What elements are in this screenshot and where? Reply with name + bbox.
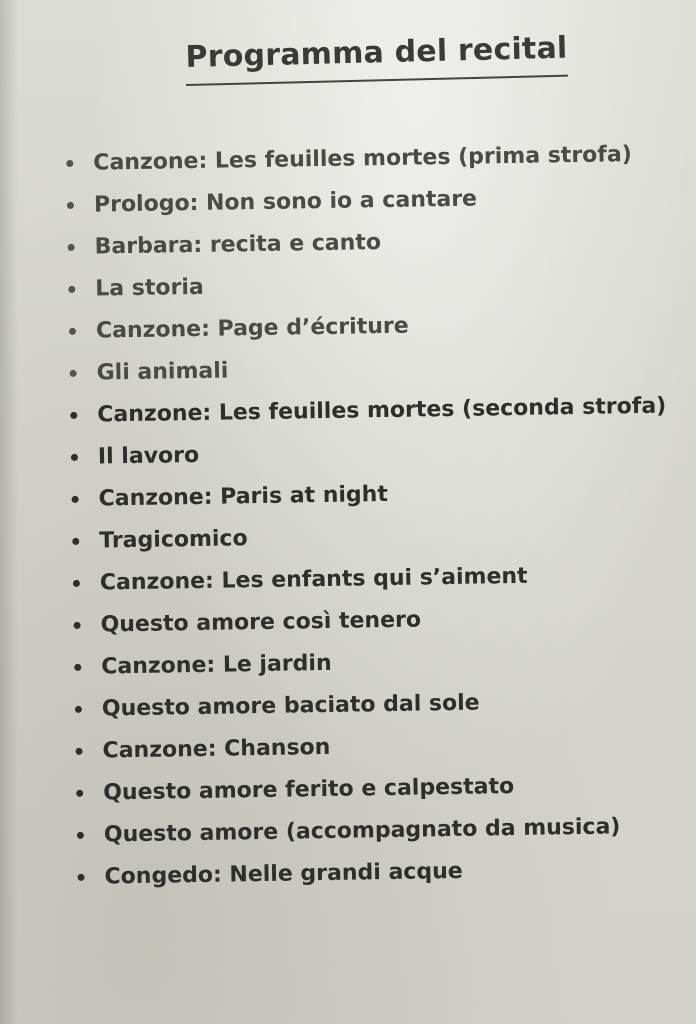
program-item-18 [77, 846, 688, 898]
program-item-text: Canzone: Les feuilles mortes (prima strofa) [93, 141, 632, 176]
bullet-icon [74, 621, 81, 628]
bullet-icon [68, 285, 75, 292]
program-item-text: Questo amore ferito e calpestato [103, 773, 515, 805]
bullet-icon [77, 831, 84, 838]
bullet-icon [70, 411, 77, 418]
program-item-text: Questo amore (accompagnato da musica) [103, 813, 621, 847]
program-item-text: Canzone: Le jardin [101, 650, 332, 680]
program-item-text: Canzone: Chanson [102, 734, 331, 763]
bullet-icon [67, 201, 74, 208]
program-item-text: Questo amore così tenero [100, 606, 422, 638]
program-item-text: Congedo: Nelle grandi acque [104, 858, 463, 889]
title-block [185, 30, 570, 75]
bullet-icon [68, 243, 75, 250]
program-item-text: Canzone: Les enfants qui s’aiment [99, 563, 528, 596]
edge-shadow [0, 0, 18, 1024]
bullet-icon [70, 369, 77, 376]
bullet-icon [75, 705, 82, 712]
bullet-icon [74, 663, 81, 670]
program-item-text: Prologo: Non sono io a cantare [93, 186, 478, 218]
program-item-text: Canzone: Paris at night [98, 481, 389, 512]
program-item-text: Tragicomico [99, 525, 248, 554]
bullet-icon [77, 873, 84, 880]
bullet-icon [76, 747, 83, 754]
title-underline [186, 75, 568, 86]
program-item-text: Canzone: Les feuilles mortes (seconda strofa) [97, 393, 667, 428]
bullet-icon [72, 537, 79, 544]
program-item-text: Il lavoro [97, 442, 200, 470]
bullet-icon [73, 579, 80, 586]
program-item-text: La storia [95, 274, 204, 302]
bullet-icon [71, 453, 78, 460]
bullet-icon [66, 159, 73, 166]
program-item-text: Gli animali [96, 357, 229, 386]
program-item-text: Canzone: Page d’écriture [95, 313, 409, 344]
bullet-icon [76, 789, 83, 796]
program-item-text: Questo amore baciato dal sole [101, 690, 480, 722]
bullet-icon [72, 495, 79, 502]
bullet-icon [69, 327, 76, 334]
program-list [66, 132, 688, 897]
page-title: Programma del recital [185, 30, 568, 75]
program-item-text: Barbara: recita e canto [94, 229, 382, 260]
